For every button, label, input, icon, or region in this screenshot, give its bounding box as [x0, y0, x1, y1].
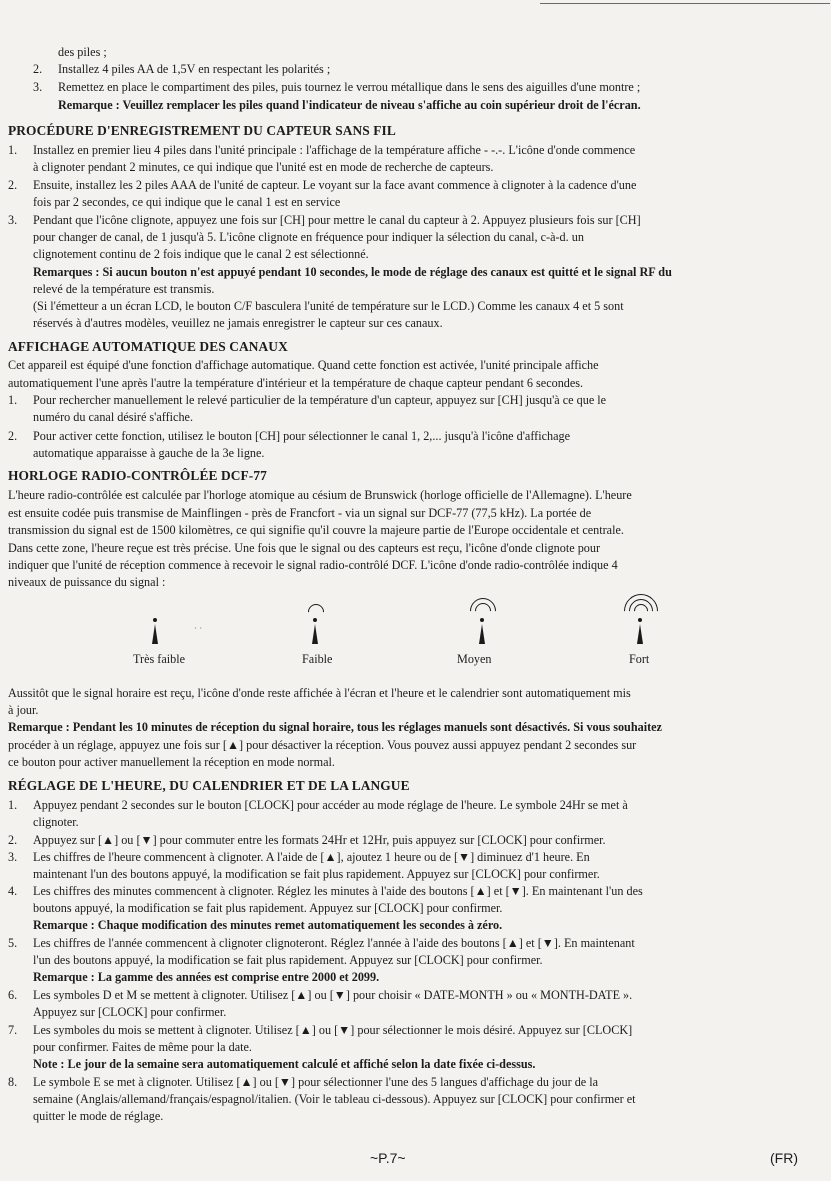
text-line: Ensuite, installez les 2 piles AAA de l'unité de capteur. Le voyant sur la face avant commence à clignoter à la cadence d'une — [33, 178, 637, 192]
text-line: pour confirmer. Faites de même pour la date. — [33, 1040, 252, 1054]
list-number: 3. — [8, 213, 18, 227]
top-rule — [540, 3, 830, 4]
signal-medium-icon — [465, 598, 499, 648]
signal-label: Fort — [629, 652, 650, 666]
text-line: est ensuite codée puis transmise de Mainflingen - près de Francfort - via un signal sur DCF-77 (77,5 kHz). La portée de — [8, 506, 592, 520]
text-line: boutons appuyé, la modification se fait plus rapidement. Appuyez sur [CLOCK] pour confirmer. — [33, 901, 503, 915]
note-line: Remarque : Veuillez remplacer les piles quand l'indicateur de niveau s'affiche au coin supérieur droit de l'écran. — [58, 98, 641, 112]
text-line: indiquer que l'unité de réception commence à recevoir le signal radio-contrôlé DCF. L'icône d'onde radio-contrôlée indique 4 — [8, 558, 618, 572]
note-line: Note : Le jour de la semaine sera automatiquement calculé et affiché selon la date fixée ci-dessus. — [33, 1057, 536, 1071]
text-line: des piles ; — [58, 45, 107, 59]
text-line: Les symboles D et M se mettent à clignoter. Utilisez [▲] ou [▼] pour choisir « DATE-MONTH » ou « MONTH-DATE ». — [33, 988, 633, 1002]
text-line: Appuyez pendant 2 secondes sur le bouton [CLOCK] pour accéder au mode réglage de l'heure. Le symbole 24Hr se met à — [33, 798, 628, 812]
text-line: quitter le mode de réglage. — [33, 1109, 164, 1123]
list-number: 2. — [8, 833, 18, 847]
list-number: 2. — [33, 62, 43, 76]
list-number: 7. — [8, 1023, 18, 1037]
list-number: 1. — [8, 798, 18, 812]
note-line: Remarque : Chaque modification des minutes remet automatiquement les secondes à zéro. — [33, 918, 503, 932]
signal-label: Très faible — [133, 652, 186, 666]
text-line: Pour rechercher manuellement le relevé particulier de la température d'un capteur, appuyez sur [CH] jusqu'à ce que le — [33, 393, 607, 407]
signal-weak-icon — [300, 604, 330, 648]
text-line: Les chiffres de l'heure commencent à clignoter. A l'aide de [▲], ajoutez 1 heure ou de [▼] diminuez d'1 heure. En — [33, 850, 590, 864]
text-line: Les chiffres de l'année commencent à clignoter clignoteront. Réglez l'année à l'aide des boutons [▲] et [▼]. En maintenant — [33, 936, 635, 950]
text-line: à clignoter pendant 2 minutes, ce qui indique que l'unité est en mode de recherche de capteurs. — [33, 160, 494, 174]
text-line: réservés à d'autres modèles, veuillez ne jamais enregistrer le capteur sur ces canaux. — [33, 316, 443, 330]
language-tag: (FR) — [770, 1150, 798, 1166]
text-line: Dans cette zone, l'heure reçue est très précise. Une fois que le signal ou des capteurs est reçu, l'icône d'onde clignote pour — [8, 541, 601, 555]
text-line: maintenant l'un des boutons appuyé, la modification se fait plus rapidement. Appuyez sur [CLOCK] pour confirmer. — [33, 867, 600, 881]
signal-strong-icon — [620, 594, 660, 648]
text-line: l'un des boutons appuyé, la modification se fait plus rapidement. Appuyez sur [CLOCK] pour confirmer. — [33, 953, 543, 967]
text-line: procéder à un réglage, appuyez une fois sur [▲] pour désactiver la réception. Vous pouvez aussi appuyez pendant 2 secondes sur — [8, 738, 637, 752]
text-line: Cet appareil est équipé d'une fonction d'affichage automatique. Quand cette fonction est activée, l'unité principale affiche — [8, 358, 599, 372]
text-line: clignoter. — [33, 815, 79, 829]
text-line: à jour. — [8, 703, 39, 717]
section-heading-time-setting: RÉGLAGE DE L'HEURE, DU CALENDRIER ET DE LA LANGUE — [8, 778, 410, 793]
text-line: Pour activer cette fonction, utilisez le bouton [CH] pour sélectionner le canal 1, 2,... jusqu'à l'icône d'affichage — [33, 429, 571, 443]
text-line: Les symboles du mois se mettent à clignoter. Utilisez [▲] ou [▼] pour sélectionner le mois désiré. Appuyez sur [CLOCK] — [33, 1023, 633, 1037]
signal-label: Faible — [302, 652, 333, 666]
text-line: Pendant que l'icône clignote, appuyez une fois sur [CH] pour mettre le canal du capteur à 2. Appuyez plusieurs fois sur [CH] — [33, 213, 641, 227]
section-heading-radio-clock: HORLOGE RADIO-CONTRÔLÉE DCF-77 — [8, 468, 267, 483]
list-number: 3. — [33, 80, 43, 94]
list-number: 8. — [8, 1075, 18, 1089]
text-line: Installez en premier lieu 4 piles dans l'unité principale : l'affichage de la température affiche - -.-. L'icône d'onde commence — [33, 143, 636, 157]
note-line: Remarques : Si aucun bouton n'est appuyé pendant 10 secondes, le mode de réglage des canaux est quitté et le signal RF du — [33, 265, 672, 279]
text-line: Aussitôt que le signal horaire est reçu, l'icône d'onde reste affichée à l'écran et l'heure et le calendrier sont automatiquement mis — [8, 686, 631, 700]
text-line: Remettez en place le compartiment des piles, puis tournez le verrou métallique dans le sens des aiguilles d'une montre ; — [58, 80, 641, 94]
note-line: Remarque : La gamme des années est comprise entre 2000 et 2099. — [33, 970, 380, 984]
text-line: Appuyez sur [CLOCK] pour confirmer. — [33, 1005, 227, 1019]
text-line: Appuyez sur [▲] ou [▼] pour commuter entre les formats 24Hr et 12Hr, puis appuyez sur [CLOCK] pour confirmer. — [33, 833, 606, 847]
text-line: pour changer de canal, de 1 jusqu'à 5. L'icône clignote en fréquence pour indiquer la sélection du canal, c-à-d. un — [33, 230, 584, 244]
text-line: Les chiffres des minutes commencent à clignoter. Réglez les minutes à l'aide des boutons [▲] et [▼]. En maintenant l'un des — [33, 884, 643, 898]
section-heading-auto-display: AFFICHAGE AUTOMATIQUE DES CANAUX — [8, 339, 288, 354]
blink-dots-icon: · · — [194, 623, 203, 633]
page-number: ~P.7~ — [370, 1150, 406, 1166]
note-line: Remarque : Pendant les 10 minutes de réception du signal horaire, tous les réglages manuels sont désactivés. Si vous souhaitez — [8, 720, 662, 734]
text-line: Le symbole E se met à clignoter. Utilisez [▲] ou [▼] pour sélectionner l'une des 5 langues d'affichage du jour de la — [33, 1075, 599, 1089]
text-line: Installez 4 piles AA de 1,5V en respectant les polarités ; — [58, 62, 331, 76]
text-line: transmission du signal est de 1500 kilomètres, ce qui signifie qu'il couvre la majeure partie de l'Europe occidentale et centrale. — [8, 523, 624, 537]
list-number: 1. — [8, 393, 18, 407]
text-line: (Si l'émetteur a un écran LCD, le bouton C/F basculera l'unité de température sur le LCD.) Comme les canaux 4 et 5 sont — [33, 299, 624, 313]
text-line: automatiquement l'une après l'autre la température d'intérieur et la température de chaque capteur pendant 6 secondes. — [8, 376, 584, 390]
list-number: 6. — [8, 988, 18, 1002]
list-number: 1. — [8, 143, 18, 157]
list-number: 2. — [8, 429, 18, 443]
list-number: 3. — [8, 850, 18, 864]
text-line: L'heure radio-contrôlée est calculée par l'horloge atomique au césium de Brunswick (horloge officielle de l'Allemagne). L'heure — [8, 488, 632, 502]
list-number: 2. — [8, 178, 18, 192]
text-line: automatique apparaisse à gauche de la 3e ligne. — [33, 446, 265, 460]
text-line: semaine (Anglais/allemand/français/espagnol/italien. (Voir le tableau ci-dessous). Appuyez sur [CLOCK] pour confirmer et — [33, 1092, 636, 1106]
text-line: numéro du canal désiré s'affiche. — [33, 410, 194, 424]
list-number: 5. — [8, 936, 18, 950]
text-line: fois par 2 secondes, ce qui indique que le canal 1 est en service — [33, 195, 341, 209]
section-heading-registration: PROCÉDURE D'ENREGISTREMENT DU CAPTEUR SANS FIL — [8, 123, 396, 138]
text-line: clignotement continu de 2 fois indique que le canal 2 est sélectionné. — [33, 247, 369, 261]
text-line: ce bouton pour activer manuellement la réception en mode normal. — [8, 755, 335, 769]
signal-label: Moyen — [457, 652, 492, 666]
text-line: niveaux de puissance du signal : — [8, 575, 166, 589]
text-line: relevé de la température est transmis. — [33, 282, 215, 296]
list-number: 4. — [8, 884, 18, 898]
signal-very-weak-icon — [140, 612, 170, 648]
